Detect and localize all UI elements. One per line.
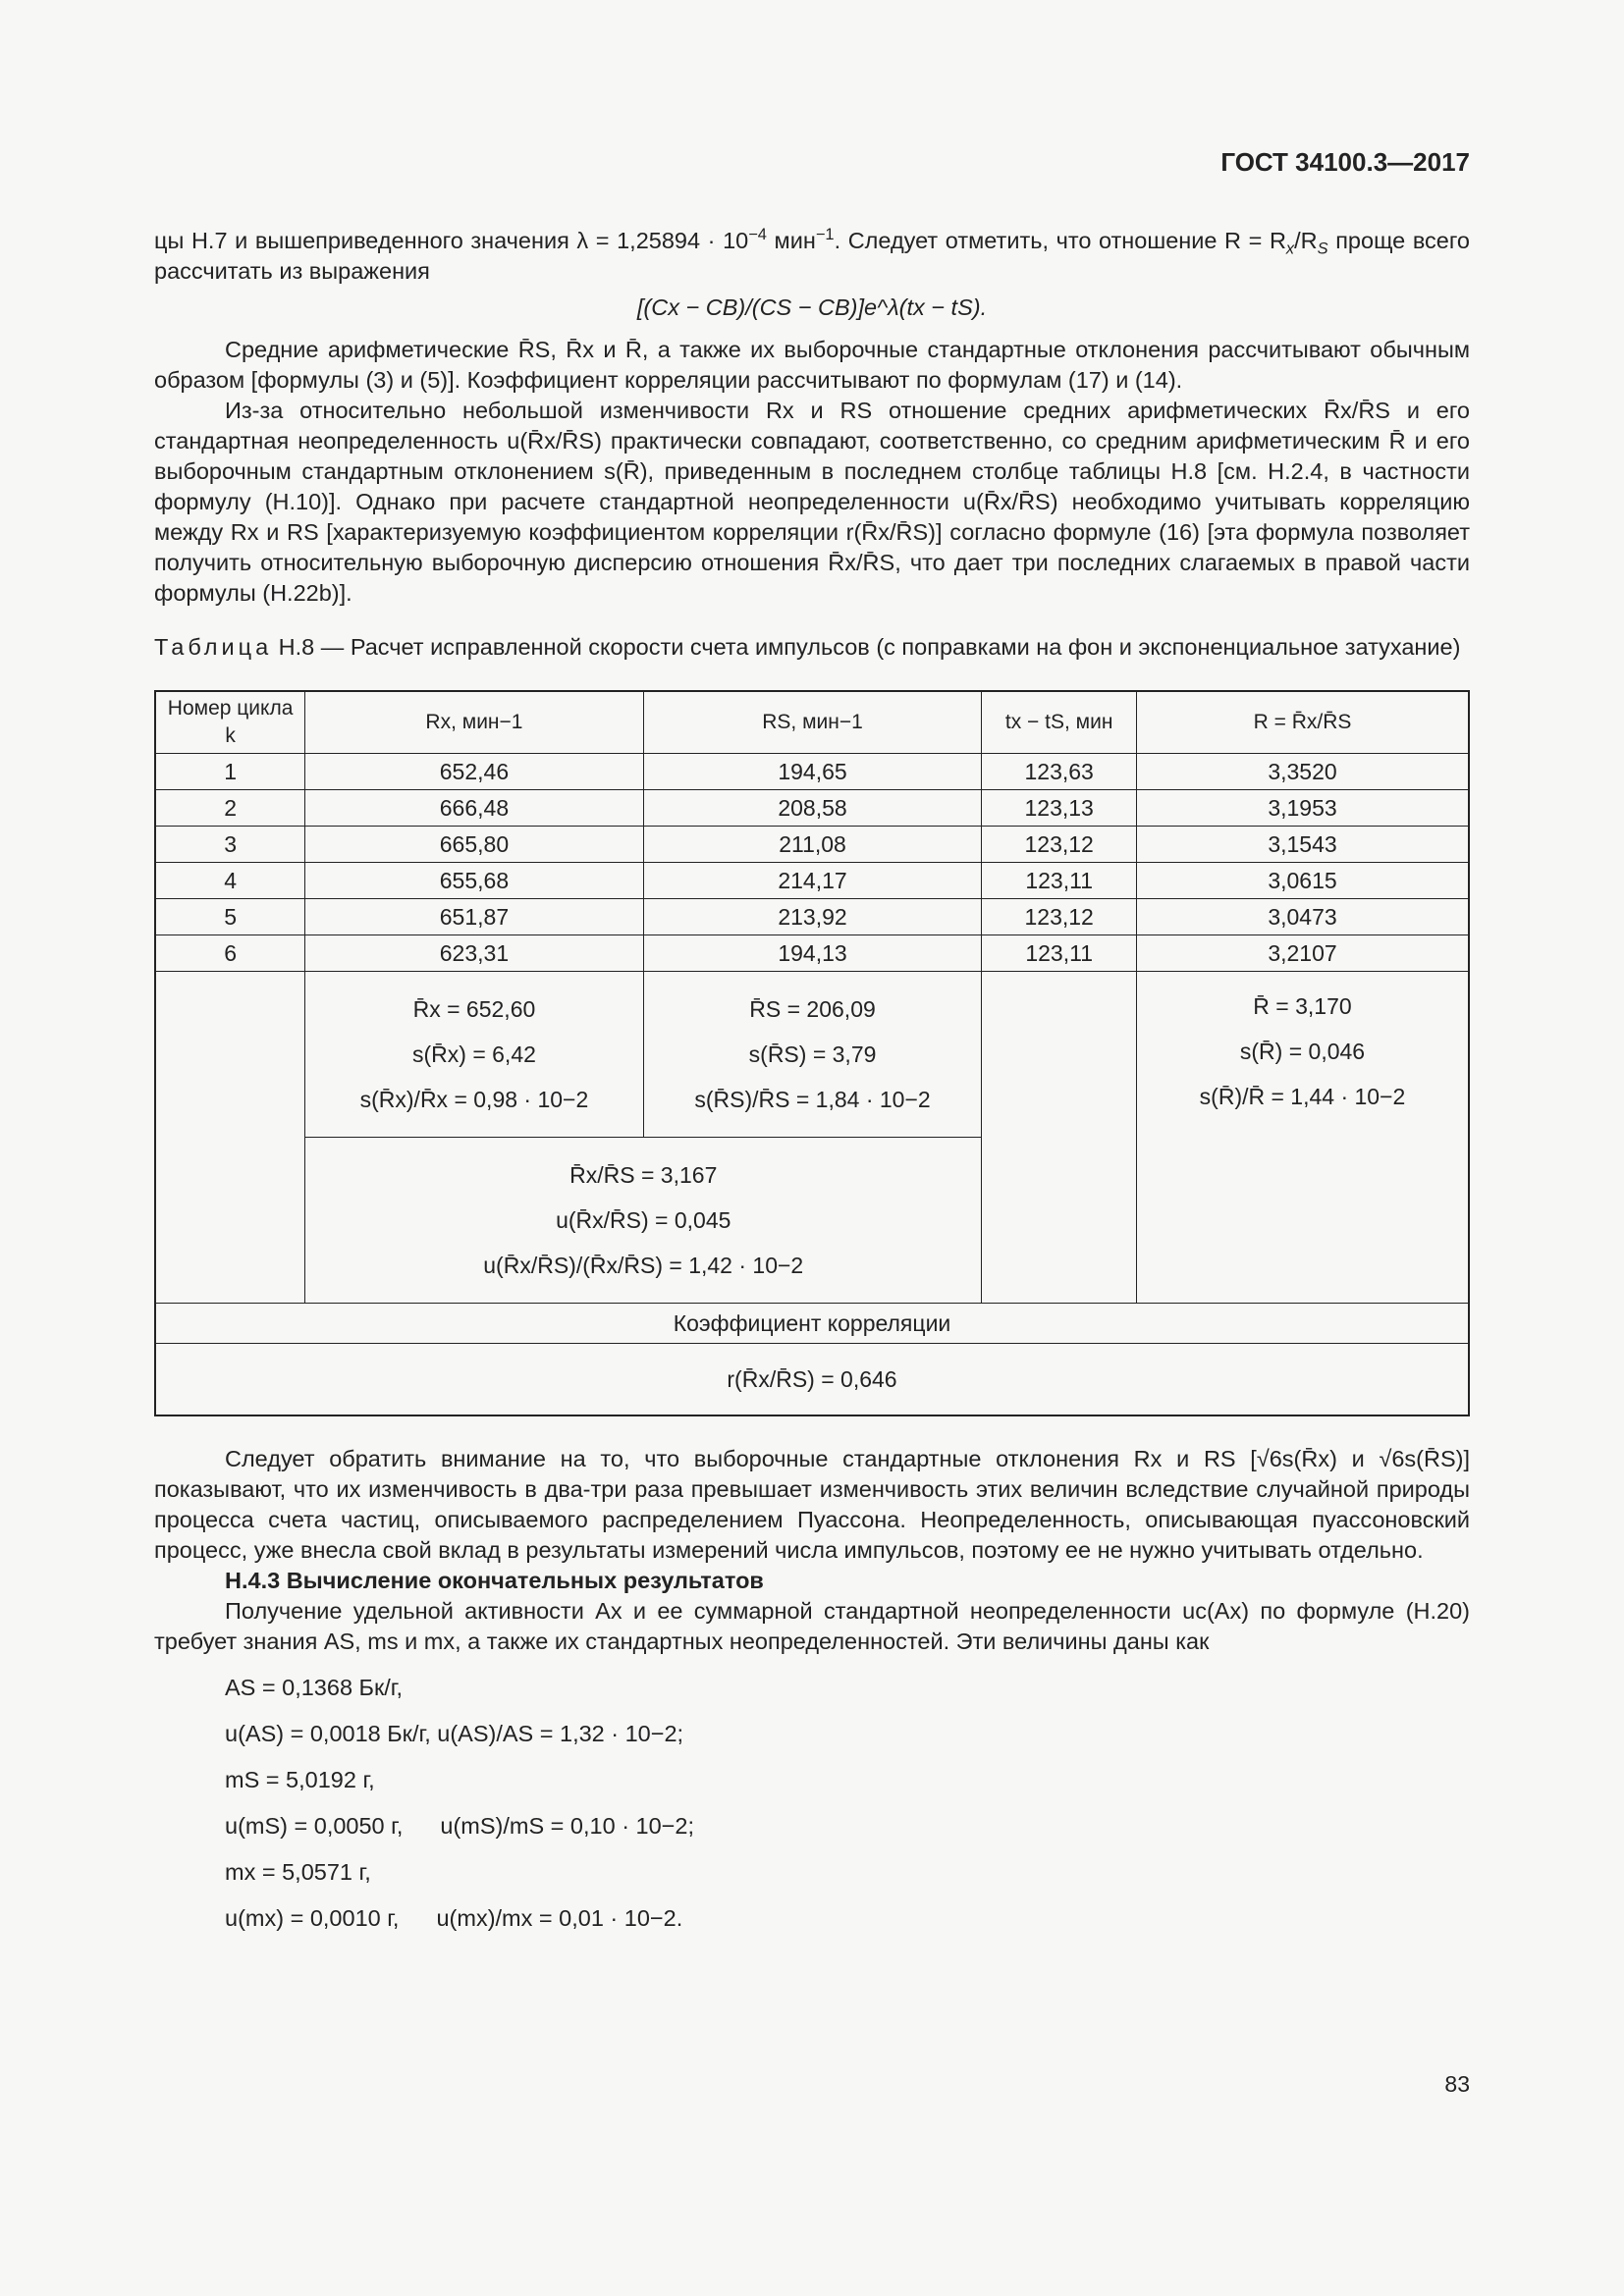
cell: 123,12 [982,827,1137,863]
cell: 1 [155,754,305,790]
rel-sd-r: s(R̄)/R̄ = 1,44 · 10−2 [1199,1084,1406,1109]
cell: 3,1953 [1137,790,1470,827]
table-header-row [155,691,1469,754]
sd-rs: s(R̄S) = 3,79 [748,1041,877,1067]
table-row [155,827,1469,863]
table-h8 [154,690,1470,1416]
stats-rx [305,972,644,1138]
value-line: mS = 5,0192 г, [225,1767,375,1792]
stats-rs [643,972,982,1138]
cell: 655,68 [305,863,644,899]
cell: 3,1543 [1137,827,1470,863]
ratio-formula: [(Cx − CB)/(CS − CB)]e^λ(tx − tS). [636,294,988,320]
cell: 3,2107 [1137,935,1470,972]
cell: 2 [155,790,305,827]
standard-header: ГОСТ 34100.3—2017 [1220,147,1470,177]
correlation-value: r(R̄x/R̄S) = 0,646 [155,1344,1469,1416]
page-number: 83 [1444,2071,1470,2097]
table-row [155,754,1469,790]
table-caption: Таблица Н.8 — Расчет исправленной скорости счета импульсов (с поправками на фон и экспоненциальное затухание) [154,634,1461,660]
cell: 665,80 [305,827,644,863]
ratio-rel-uncertainty: u(R̄x/R̄S)/(R̄x/R̄S) = 1,42 · 10−2 [483,1253,804,1278]
cell: 3 [155,827,305,863]
cell: 214,17 [643,863,982,899]
mean-rx: R̄x = 652,60 [412,996,536,1022]
cell: 6 [155,935,305,972]
value-line: u(mS) = 0,0050 г, u(mS)/mS = 0,10 · 10−2; [225,1813,695,1839]
cell: 651,87 [305,899,644,935]
cell: 123,11 [982,935,1137,972]
correlation-label-row [155,1304,1469,1344]
cell: 194,65 [643,754,982,790]
intro-paragraph-2: Средние арифметические R̄S, R̄x и R̄, а также их выборочные стандартные отклонения рассчитывают обычным образом [формулы (3) и (5)]. Коэффициент корреляции рассчитывают по формулам (17) и (14). [154,337,1470,393]
stats-empty-cell [155,972,305,1304]
table-row [155,863,1469,899]
header-cycle: Номер цикла k [155,691,305,754]
cell: 3,0473 [1137,899,1470,935]
cell: 123,11 [982,863,1137,899]
value-line: u(mx) = 0,0010 г, u(mx)/mx = 0,01 · 10−2. [225,1905,683,1931]
cell: 123,12 [982,899,1137,935]
ratio-uncertainty: u(R̄x/R̄S) = 0,045 [556,1207,731,1233]
values-list [154,1665,1470,1942]
section-heading: Н.4.3 Вычисление окончательных результатов [225,1568,764,1593]
rel-sd-rx: s(R̄x)/R̄x = 0,98 · 10−2 [359,1087,589,1112]
intro-paragraph-3: Из-за относительно небольшой изменчивости Rx и RS отношение средних арифметических R̄x/R̄S и его стандартная неопределенность u(R̄x/R̄S) практически совпадают, соответственно, со средним арифметическим R̄ и его выборочным стандартным отклонением s(R̄), приведенным в последнем столбце таблицы Н.8 [см. Н.2.4, в частности формулу (Н.10)]. Однако при расчете стандартной неопределенности u(R̄x/R̄S) необходимо учитывать корреляцию между Rx и RS [характеризуемую коэффициентом корреляции r(R̄x/R̄S)] согласно формуле (16) [эта формула позволяет получить относительную выборочную дисперсию отношения R̄x/R̄S, что дает три последних слагаемых в правой части формулы (Н.22b)]. [154,398,1470,606]
header-rx: Rx, мин−1 [305,691,644,754]
cell: 3,3520 [1137,754,1470,790]
stats-time-empty [982,972,1137,1304]
correlation-label: Коэффициент корреляции [155,1304,1469,1344]
cell: 208,58 [643,790,982,827]
document-page [154,0,1470,2296]
cell: 3,0615 [1137,863,1470,899]
value-line: u(AS) = 0,0018 Бк/г, u(AS)/AS = 1,32 · 10−2; [225,1721,684,1746]
mean-r: R̄ = 3,170 [1253,993,1352,1019]
value-line: mx = 5,0571 г, [225,1859,371,1885]
paragraph-5: Получение удельной активности Ax и ее суммарной стандартной неопределенности uc(Ax) по формуле (Н.20) требует знания AS, ms и mx, а также их стандартных неопределенностей. Эти величины даны как [154,1598,1470,1654]
mean-rs: R̄S = 206,09 [749,996,876,1022]
ratio-stats [305,1138,982,1304]
after-table [154,1444,1470,1942]
cell: 123,13 [982,790,1137,827]
cell: 5 [155,899,305,935]
header-rs: RS, мин−1 [643,691,982,754]
sd-r: s(R̄) = 0,046 [1239,1039,1366,1064]
stats-r [1137,972,1470,1304]
cell: 623,31 [305,935,644,972]
cell: 211,08 [643,827,982,863]
cell: 194,13 [643,935,982,972]
ratio-mean: R̄x/R̄S = 3,167 [569,1162,718,1188]
table-row [155,935,1469,972]
cell: 213,92 [643,899,982,935]
cell: 123,63 [982,754,1137,790]
table-row [155,899,1469,935]
cell: 666,48 [305,790,644,827]
paragraph-4: Следует обратить внимание на то, что выборочные стандартные отклонения Rx и RS [√6s(R̄x) и √6s(R̄S)] показывают, что их изменчивость в два-три раза превышает изменчивость этих величин вследствие случайной природы процесса счета частиц, описываемого распределением Пуассона. Неопределенность, описывающая пуассоновский процесс, уже внесла свой вклад в результаты измерений числа импульсов, поэтому ее не нужно учитывать отдельно. [154,1446,1470,1563]
header-ratio: R = R̄x/R̄S [1137,691,1470,754]
stats-row [155,972,1469,1138]
body-text [154,226,1470,1942]
header-time: tx − tS, мин [982,691,1137,754]
cell: 652,46 [305,754,644,790]
sd-rx: s(R̄x) = 6,42 [412,1041,536,1067]
cell: 4 [155,863,305,899]
value-line: AS = 0,1368 Бк/г, [225,1675,404,1700]
table-row [155,790,1469,827]
rel-sd-rs: s(R̄S)/R̄S = 1,84 · 10−2 [694,1087,931,1112]
intro-paragraph-1: цы Н.7 и вышеприведенного значения $\lambda = 1,25894 \cdot 10^{-4}$ мин$^{-1}$. Следует отметить, что отношение $R = R_x/R_S$ проще всего рассчитать из выражения [154,226,1470,284]
correlation-value-row [155,1344,1469,1416]
